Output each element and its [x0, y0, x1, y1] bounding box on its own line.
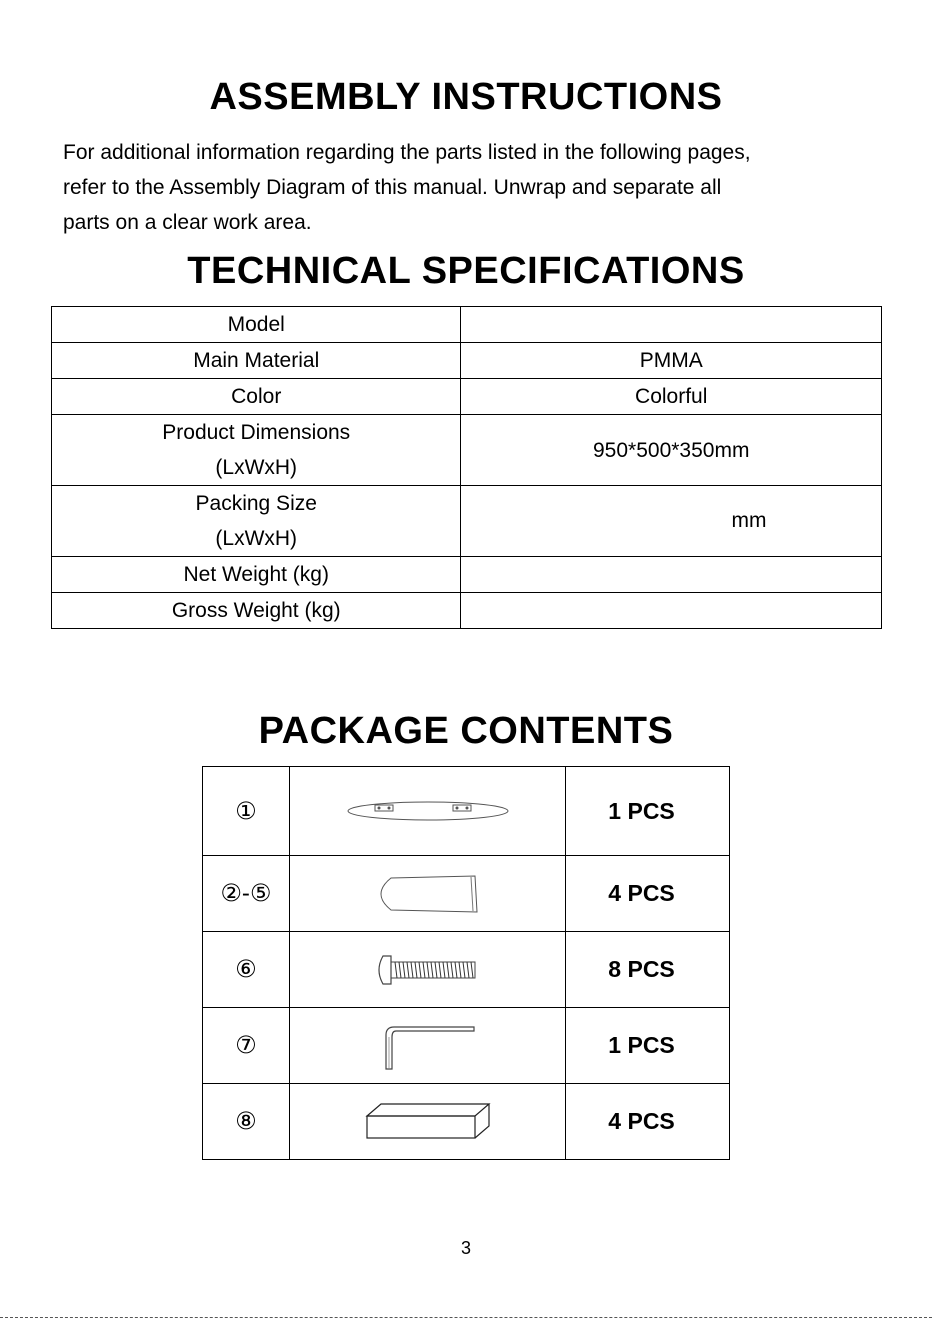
part-quantity: 8 PCS	[566, 932, 730, 1008]
spec-value-text: mm	[731, 509, 767, 532]
part-image	[289, 767, 566, 856]
spec-value: Colorful	[461, 379, 882, 415]
assembly-title: ASSEMBLY INSTRUCTIONS	[209, 76, 723, 118]
part-number: ⑧	[203, 1084, 290, 1160]
table-row	[52, 343, 882, 379]
spec-value	[461, 557, 882, 593]
table-row	[52, 379, 882, 415]
spec-value	[461, 486, 882, 557]
page-divider	[0, 1317, 932, 1318]
table-row	[52, 415, 882, 486]
table-row	[203, 767, 730, 856]
part-image	[289, 1084, 566, 1160]
spec-label: Net Weight (kg)	[52, 557, 461, 593]
table-row	[52, 593, 882, 629]
spec-label	[52, 486, 461, 557]
package-table	[202, 766, 730, 1160]
table-row	[52, 307, 882, 343]
table-row	[52, 557, 882, 593]
part-number: ①	[203, 767, 290, 856]
specs-title: TECHNICAL SPECIFICATIONS	[187, 250, 745, 292]
allen-key-icon	[378, 1021, 478, 1071]
part-number: ⑦	[203, 1008, 290, 1084]
spec-label: Model	[52, 307, 461, 343]
table-row	[203, 856, 730, 932]
part-image	[289, 932, 566, 1008]
part-quantity: 1 PCS	[566, 767, 730, 856]
package-title: PACKAGE CONTENTS	[258, 710, 674, 752]
intro-line: parts on a clear work area.	[63, 211, 312, 234]
spec-label-line: (LxWxH)	[215, 527, 298, 550]
spec-label: Color	[52, 379, 461, 415]
table-row	[52, 486, 882, 557]
board-icon	[343, 796, 513, 826]
spec-label-line: (LxWxH)	[215, 456, 298, 479]
table-row	[203, 1008, 730, 1084]
spec-value	[461, 593, 882, 629]
table-row	[203, 932, 730, 1008]
part-number: ②-⑤	[203, 856, 290, 932]
part-quantity: 4 PCS	[566, 1084, 730, 1160]
part-quantity: 1 PCS	[566, 1008, 730, 1084]
spec-label: Main Material	[52, 343, 461, 379]
assembly-intro	[63, 135, 883, 240]
block-icon	[363, 1100, 493, 1144]
intro-line: refer to the Assembly Diagram of this manual. Unwrap and separate all	[63, 176, 722, 199]
spec-label-line: Packing Size	[195, 492, 317, 515]
part-number: ⑥	[203, 932, 290, 1008]
spec-label-line: Product Dimensions	[162, 421, 351, 444]
spec-value: 950*500*350mm	[461, 415, 882, 486]
page-number: 3	[460, 1238, 471, 1258]
spec-label: Gross Weight (kg)	[52, 593, 461, 629]
intro-line: For additional information regarding the parts listed in the following pages,	[63, 141, 751, 164]
spec-table	[51, 306, 882, 629]
spec-value: PMMA	[461, 343, 882, 379]
part-quantity: 4 PCS	[566, 856, 730, 932]
spec-value	[461, 307, 882, 343]
spec-label	[52, 415, 461, 486]
part-image	[289, 1008, 566, 1084]
part-image	[289, 856, 566, 932]
table-row	[203, 1084, 730, 1160]
leg-icon	[363, 872, 493, 916]
screw-icon	[373, 950, 483, 990]
